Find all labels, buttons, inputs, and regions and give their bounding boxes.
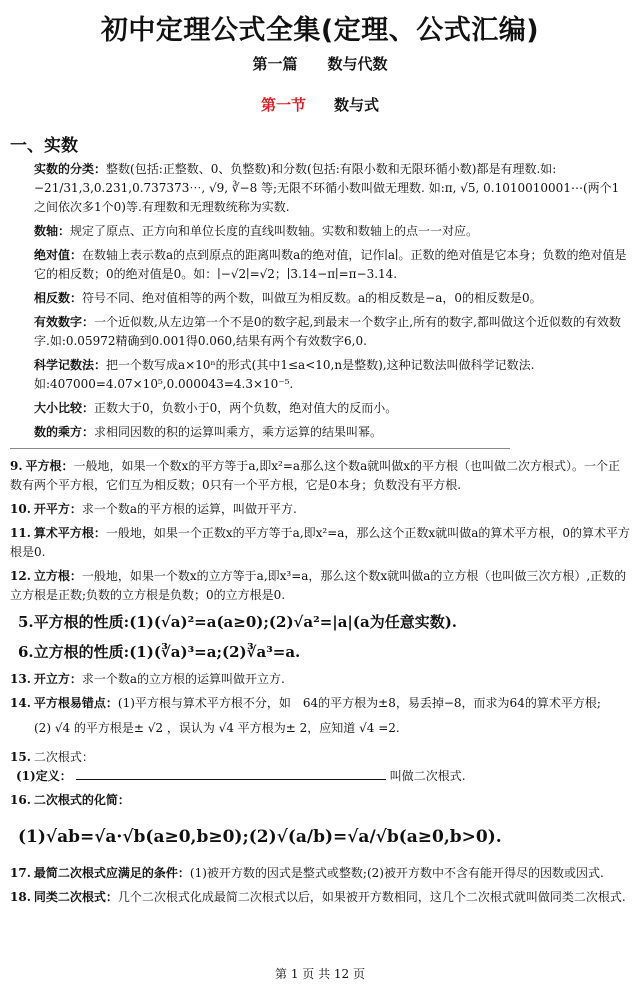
formula-sqrt-properties: 5.平方根的性质:(1)(√a)²=a(a≥0);(2)√a²=|a|(a为任意实数).	[18, 613, 458, 631]
item-number: 12.	[10, 569, 31, 583]
item-16	[10, 791, 630, 854]
item-number	[10, 313, 34, 332]
item-text: 一个近似数,从左边第一个不是0的数字起,到最末一个数字止,所有的数字,都叫做这个近似数的有效数字.如:0.05972精确到0.001得0.060,结果有两个有效数字6,0.	[34, 315, 621, 348]
item-18	[10, 888, 630, 907]
item-13	[10, 670, 630, 689]
item-3	[10, 246, 630, 284]
item-label: 大小比较：	[34, 401, 95, 415]
item-number: 13.	[10, 672, 31, 686]
item-number	[10, 356, 34, 375]
item-label: 开平方：	[33, 502, 82, 516]
page-footer: 第 1 页 共 12 页	[275, 967, 365, 981]
section-label: 第一节	[260, 96, 306, 114]
item-number	[10, 160, 34, 179]
item-number: 14.	[10, 696, 31, 710]
item-label: 最简二次根式应满足的条件：	[33, 866, 190, 880]
item-number	[10, 399, 34, 418]
item-list-3	[10, 864, 630, 907]
item-label: 数的乘方：	[34, 425, 95, 439]
item-label: 数轴：	[34, 224, 71, 238]
item-text: 求一个数a的平方根的运算，叫做开平方.	[81, 502, 297, 516]
blank-line	[76, 767, 386, 780]
chapter-heading: 一、实数	[10, 136, 78, 156]
divider-line	[10, 448, 510, 449]
item-text: 正数大于0，负数小于0，两个负数，绝对值大的反而小。	[94, 401, 398, 415]
item-number: 16.	[10, 793, 31, 807]
item-14	[10, 694, 630, 713]
document-title: 初中定理公式全集(定理、公式汇编)	[100, 15, 540, 46]
item-text: 一般地，如果一个数x的立方等于a,即x³=a，那么这个数x就叫做a的立方根（也叫做三次方根）,正数的立方根是正数;负数的立方根是负数；0的立方根是0.	[10, 569, 627, 602]
item-2	[10, 222, 630, 241]
item-text: 符号不同、绝对值相等的两个数，叫做互为相反数。a的相反数是−a，0的相反数是0。	[82, 291, 542, 305]
item-number: 9.	[10, 459, 23, 473]
item-label: 开立方：	[33, 672, 82, 686]
item-text: 求一个数a的立方根的运算叫做开立方.	[81, 672, 285, 686]
item-list-2	[10, 670, 630, 713]
item-label: 平方根易错点：	[33, 696, 118, 710]
item-8	[10, 423, 630, 442]
content-body	[10, 160, 630, 912]
item-text: 在数轴上表示数a的点到原点的距离叫数a的绝对值，记作∣a∣。正数的绝对值是它本身；负数的绝对值是它的相反数；0的绝对值是0。如：∣−√2∣=√2；∣3.14−π∣=π−3.14.	[34, 248, 627, 281]
item-sub-label: (1)定义：	[16, 769, 72, 783]
item-9	[10, 457, 630, 495]
item-17	[10, 864, 630, 883]
item-number: 11.	[10, 526, 31, 540]
item-number	[10, 246, 34, 265]
item-number	[10, 289, 34, 308]
item-number: 15.	[10, 750, 31, 764]
item-label: 同类二次根式：	[33, 890, 118, 904]
item-label: 二次根式的化简：	[33, 793, 130, 807]
item-1	[10, 160, 630, 217]
item-number: 10.	[10, 502, 31, 516]
item-text: 一般地，如果一个正数x的平方等于a,即x²=a，那么这个正数x就叫做a的算术平方根，0的算术平方根是0.	[10, 526, 630, 559]
item-label: 二次根式：	[33, 750, 94, 764]
item-14b: (2) √4 的平方根是± √2 ，误认为 √4 平方根为± 2，应知道 √4 =2.	[34, 721, 400, 735]
section-name: 数与式	[334, 96, 380, 114]
item-number: 18.	[10, 890, 31, 904]
item-number	[10, 423, 34, 442]
item-11	[10, 524, 630, 562]
item-text: (1)被开方数的因式是整式或整数;(2)被开方数中不含有能开得尽的因数或因式.	[189, 866, 604, 880]
item-5	[10, 313, 630, 351]
item-4	[10, 289, 630, 308]
formula-cbrt-properties: 6.立方根的性质:(1)(∛a)³=a;(2)∛a³=a.	[18, 643, 301, 661]
item-text: 求相同因数的积的运算叫乘方，乘方运算的结果叫幂。	[94, 425, 383, 439]
item-7	[10, 399, 630, 418]
item-tail: 叫做二次根式.	[389, 769, 466, 783]
item-label: 平方根：	[25, 459, 74, 473]
item-text: 规定了原点、正方向和单位长度的直线叫数轴。实数和数轴上的点一一对应。	[70, 224, 479, 238]
item-number	[10, 222, 34, 241]
formula-radical-simplify: (1)√ab=√a·√b(a≥0,b≥0);(2)√(a/b)=√a/√b(a≥0,b>0).	[18, 827, 502, 847]
item-6	[10, 356, 630, 394]
item-15	[10, 748, 630, 786]
item-text: 整数(包括:正整数、0、负整数)和分数(包括:有限小数和无限环循小数)都是有理数.如:−21/31,3,0.231,0.737373⋯, √9, ∛−8 等;无限不环循小数叫做无理数. 如:π, √5, 0.1010010001⋯(两个1之间依次多1个0)等.有理数和无理数统称为实数.	[34, 162, 620, 214]
item-text: 把一个数写成a×10ⁿ的形式(其中1≤a<10,n是整数),这种记数法叫做科学记数法. 如:407000=4.07×10⁵,0.000043=4.3×10⁻⁵.	[34, 358, 535, 391]
item-12	[10, 567, 630, 605]
item-label: 算术平方根：	[33, 526, 106, 540]
section-heading	[0, 94, 640, 115]
item-label: 实数的分类：	[34, 162, 107, 176]
item-list-1b	[10, 457, 630, 605]
item-label: 立方根：	[33, 569, 82, 583]
item-text: (1)平方根与算术平方根不分，如 64的平方根为±8，易丢掉−8，而求为64的算术平方根;	[117, 696, 601, 710]
item-label: 科学记数法：	[34, 358, 107, 372]
item-label: 绝对值：	[34, 248, 83, 262]
item-10	[10, 500, 630, 519]
item-label: 有效数字：	[34, 315, 95, 329]
item-list-1	[10, 160, 630, 442]
item-number: 17.	[10, 866, 31, 880]
item-text: 一般地，如果一个数x的平方等于a,即x²=a那么这个数a就叫做x的平方根（也叫做二次方根式）。一个正数有两个平方根，它们互为相反数；0只有一个平方根，它是0本身；负数没有平方根.	[10, 459, 620, 492]
part-heading: 第一篇 数与代数	[252, 55, 388, 73]
item-label: 相反数：	[34, 291, 83, 305]
item-text: 几个二次根式化成最简二次根式以后，如果被开方数相同，这几个二次根式就叫做同类二次根式.	[117, 890, 626, 904]
